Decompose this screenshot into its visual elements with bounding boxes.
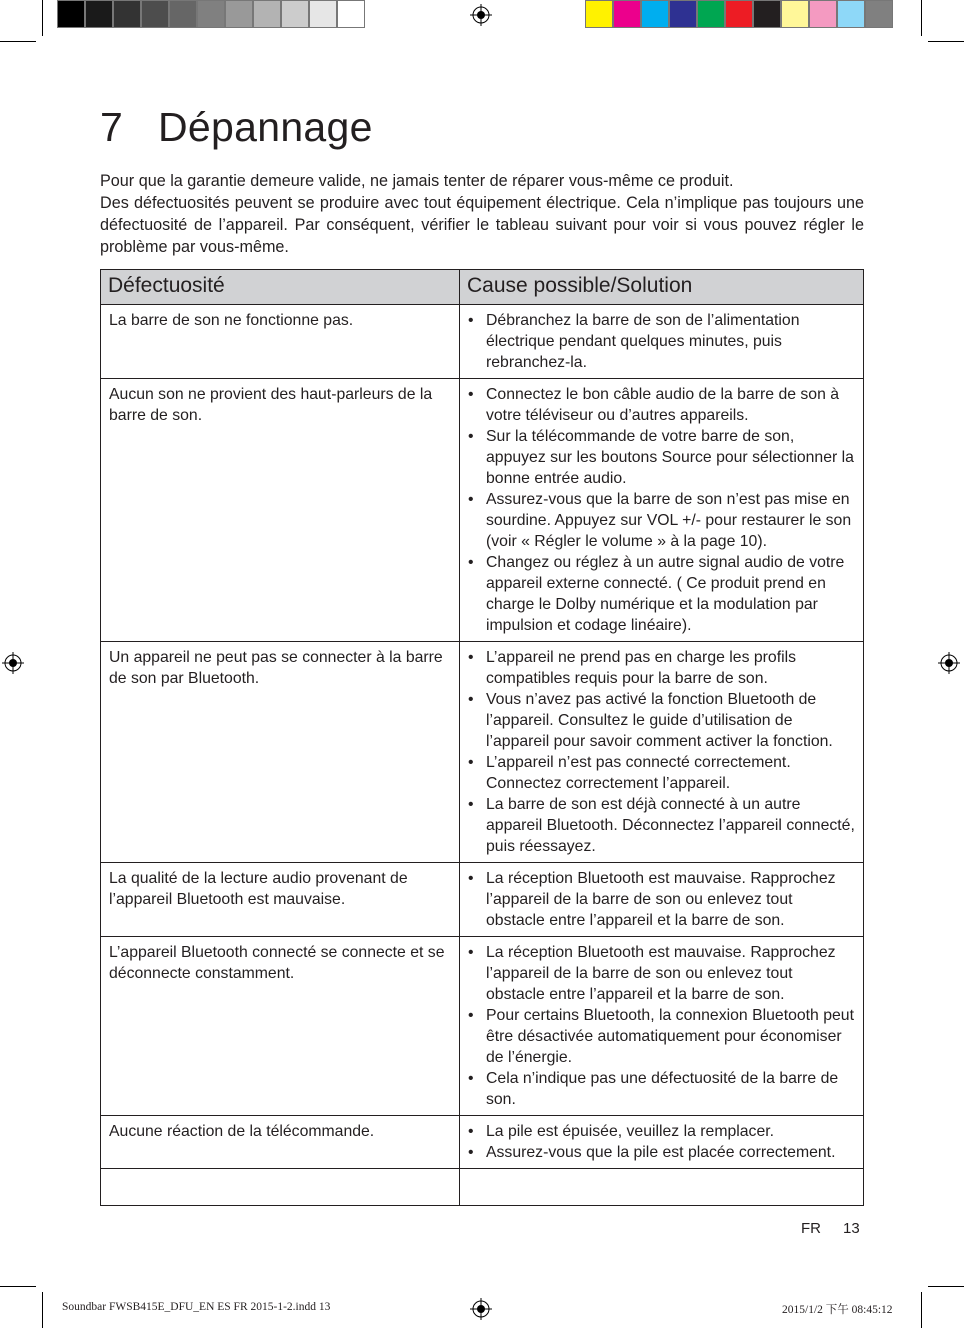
gray-swatch xyxy=(337,0,365,28)
crop-mark xyxy=(42,1292,43,1328)
table-row xyxy=(101,305,864,379)
gray-swatch xyxy=(281,0,309,28)
color-swatch xyxy=(697,0,725,28)
section-heading xyxy=(100,104,373,151)
problem-cell: Aucune réaction de la télécommande. xyxy=(101,1116,460,1169)
color-swatch xyxy=(641,0,669,28)
color-swatch xyxy=(753,0,781,28)
registration-mark-icon xyxy=(470,1298,492,1320)
solution-item: • Sur la télécommande de votre barre de son, appuyez sur les boutons Source pour sélectionner la bonne entrée audio. xyxy=(468,426,855,489)
gray-swatch xyxy=(197,0,225,28)
solution-item: • Connectez le bon câble audio de la barre de son à votre téléviseur ou d’autres appareils. xyxy=(468,384,855,426)
gray-swatch xyxy=(253,0,281,28)
solution-item: • L’appareil n’est pas connecté correctement. Connectez correctement l’appareil. xyxy=(468,752,855,794)
problem-cell: La barre de son ne fonctionne pas. xyxy=(101,305,460,379)
gray-swatch xyxy=(225,0,253,28)
gray-swatch xyxy=(169,0,197,28)
file-slug: Soundbar FWSB415E_DFU_EN ES FR 2015-1-2.indd 13 xyxy=(62,1301,331,1313)
troubleshooting-table xyxy=(100,269,864,1206)
table-row xyxy=(101,863,864,937)
gray-swatch xyxy=(309,0,337,28)
crop-mark xyxy=(42,0,43,36)
problem-cell: La qualité de la lecture audio provenant de l’appareil Bluetooth est mauvaise. xyxy=(101,863,460,937)
solution-item: • La réception Bluetooth est mauvaise. Rapprochez l’appareil de la barre de son ou enlevez tout obstacle entre l’appareil et la barre de son. xyxy=(468,868,855,931)
page-number: 13 xyxy=(843,1220,860,1237)
solution-item: • La réception Bluetooth est mauvaise. Rapprochez l’appareil de la barre de son ou enlevez tout obstacle entre l’appareil et la barre de son. xyxy=(468,942,855,1005)
date-slug: 2015/1/2 下午 08:45:12 xyxy=(782,1304,893,1316)
language-code: FR xyxy=(801,1220,821,1237)
solution-item: • La pile est épuisée, veuillez la remplacer. xyxy=(468,1121,855,1142)
solution-cell xyxy=(460,379,864,642)
crop-mark xyxy=(921,1292,922,1328)
gray-swatch xyxy=(141,0,169,28)
crop-mark xyxy=(0,1286,36,1287)
gray-swatch xyxy=(85,0,113,28)
color-swatch xyxy=(613,0,641,28)
solution-item: • L’appareil ne prend pas en charge les profils compatibles requis pour la barre de son. xyxy=(468,647,855,689)
color-swatch xyxy=(585,0,613,28)
solution-item: • Cela n’indique pas une défectuosité de la barre de son. xyxy=(468,1068,855,1110)
color-swatch xyxy=(669,0,697,28)
problem-cell: Un appareil ne peut pas se connecter à la barre de son par Bluetooth. xyxy=(101,642,460,863)
gray-swatch xyxy=(113,0,141,28)
table-row xyxy=(101,379,864,642)
solution-cell xyxy=(460,1116,864,1169)
color-swatch xyxy=(809,0,837,28)
table-row xyxy=(101,1116,864,1169)
color-swatch xyxy=(837,0,865,28)
table-header-row xyxy=(101,270,864,305)
solution-item: • Changez ou réglez à un autre signal audio de votre appareil externe connecté. ( Ce produit prend en charge le Dolby numérique et la modulation par impulsion et codage linéaire). xyxy=(468,552,855,636)
solution-item: • Pour certains Bluetooth, la connexion Bluetooth peut être désactivée automatiquement pour économiser de l’énergie. xyxy=(468,1005,855,1068)
table-row xyxy=(101,642,864,863)
registration-mark-icon xyxy=(2,652,24,674)
crop-mark xyxy=(0,41,36,42)
empty-table-row xyxy=(101,1169,864,1206)
gray-color-bar xyxy=(57,0,365,30)
page-footer xyxy=(801,1220,860,1237)
column-header-problem: Défectuosité xyxy=(101,270,460,305)
crop-mark xyxy=(921,0,922,36)
solution-cell xyxy=(460,642,864,863)
solution-item: • Assurez-vous que la pile est placée correctement. xyxy=(468,1142,855,1163)
registration-mark-icon xyxy=(938,652,960,674)
process-color-bar xyxy=(585,0,893,30)
empty-cell xyxy=(460,1169,864,1206)
color-swatch xyxy=(865,0,893,28)
intro-line-2: Des défectuosités peuvent se produire avec tout équipement électrique. Cela n’implique pas toujours une défectuosité de l’appareil. Par conséquent, vérifier le tableau suivant pour voir si vous pouvez régler le problème par vous-même. xyxy=(100,194,864,256)
empty-cell xyxy=(101,1169,460,1206)
solution-cell xyxy=(460,863,864,937)
section-title: Dépannage xyxy=(158,104,373,150)
solution-item: • Assurez-vous que la barre de son n’est pas mise en sourdine. Appuyez sur VOL +/- pour restaurer le son (voir « Régler le volume » à la page 10). xyxy=(468,489,855,552)
section-number: 7 xyxy=(100,104,124,150)
solution-item: • Débranchez la barre de son de l’alimentation électrique pendant quelques minutes, puis rebranchez-la. xyxy=(468,310,855,373)
solution-cell xyxy=(460,937,864,1116)
column-header-solution: Cause possible/Solution xyxy=(460,270,864,305)
table-row xyxy=(101,937,864,1116)
crop-mark xyxy=(928,41,964,42)
solution-cell xyxy=(460,305,864,379)
registration-mark-icon xyxy=(470,4,492,26)
intro-line-1: Pour que la garantie demeure valide, ne jamais tenter de réparer vous-même ce produit. xyxy=(100,172,734,190)
crop-mark xyxy=(928,1286,964,1287)
color-swatch xyxy=(725,0,753,28)
problem-cell: Aucun son ne provient des haut-parleurs de la barre de son. xyxy=(101,379,460,642)
solution-item: • La barre de son est déjà connecté à un autre appareil Bluetooth. Déconnectez l’appareil connecté, puis réessayez. xyxy=(468,794,855,857)
problem-cell: L’appareil Bluetooth connecté se connecte et se déconnecte constamment. xyxy=(101,937,460,1116)
color-swatch xyxy=(781,0,809,28)
solution-item: • Vous n’avez pas activé la fonction Bluetooth de l’appareil. Consultez le guide d’utilisation de l’appareil pour savoir comment activer la fonction. xyxy=(468,689,855,752)
gray-swatch xyxy=(57,0,85,28)
intro-text xyxy=(100,170,864,258)
